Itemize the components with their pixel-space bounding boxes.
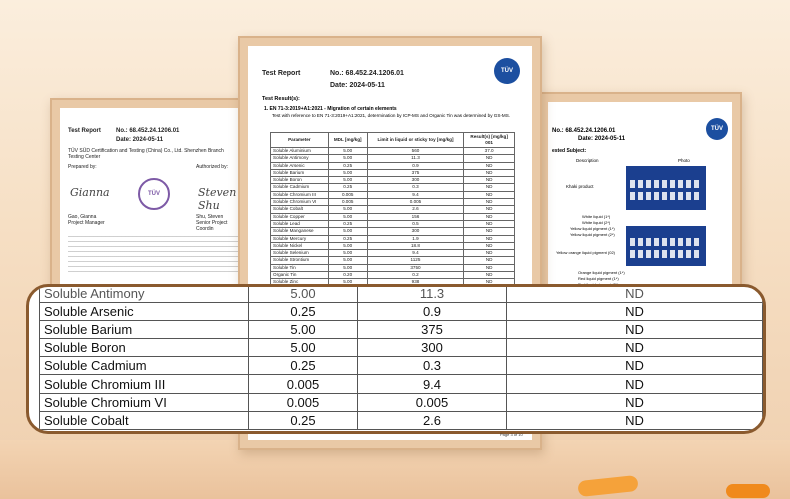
result-cell: ND xyxy=(464,235,515,242)
parameter-cell: Soluble Chromium III xyxy=(271,191,329,198)
table-row xyxy=(271,272,515,279)
result-cell: ND xyxy=(464,279,515,286)
result-cell: ND xyxy=(464,206,515,213)
page-number: Page 3 of 10 xyxy=(500,432,523,437)
table-row xyxy=(271,177,515,184)
mdl-cell: 5.00 xyxy=(328,279,367,286)
result-cell: ND xyxy=(464,220,515,227)
limit-cell: 0.5 xyxy=(367,220,464,227)
result-cell: ND xyxy=(464,213,515,220)
parameter-cell: Soluble Chromium III xyxy=(40,375,249,393)
table-row xyxy=(40,393,763,411)
parameter-cell: Soluble Strontium xyxy=(271,257,329,264)
parameter-cell: Soluble Aluminium xyxy=(271,148,329,155)
result-cell: ND xyxy=(464,169,515,176)
table-row xyxy=(271,250,515,257)
tested-subject-label: ested Subject: xyxy=(552,148,587,154)
parameter-cell: Soluble Cobalt xyxy=(271,206,329,213)
limit-cell: 375 xyxy=(358,321,507,339)
col-parameter: Parameter xyxy=(271,133,329,148)
tuv-logo-center: TÜV xyxy=(494,58,520,84)
result-cell: 37.0 xyxy=(464,148,515,155)
mdl-cell: 0.25 xyxy=(249,411,358,429)
results-heading: Test Result(s): xyxy=(262,96,300,102)
table-row xyxy=(40,375,763,393)
result-cell: ND xyxy=(464,242,515,249)
table-row xyxy=(271,242,515,249)
product-photo xyxy=(626,166,706,210)
mdl-cell: 5.00 xyxy=(328,213,367,220)
result-cell: ND xyxy=(507,393,763,411)
mdl-cell: 0.25 xyxy=(328,162,367,169)
table-row xyxy=(40,357,763,375)
parameter-cell: Soluble Tin xyxy=(271,264,329,271)
col-result: Result(s) [mg/kg] 001 xyxy=(464,133,515,148)
mdl-cell: 0.25 xyxy=(328,184,367,191)
table-row xyxy=(40,411,763,429)
limit-cell: 375 xyxy=(367,169,464,176)
mdl-cell: 0.25 xyxy=(328,235,367,242)
result-cell: ND xyxy=(507,357,763,375)
limit-cell: 1125 xyxy=(367,257,464,264)
table-row xyxy=(40,303,763,321)
limit-cell: 3750 xyxy=(367,264,464,271)
parameter-cell: Soluble Cobalt xyxy=(40,411,249,429)
table-row xyxy=(271,228,515,235)
item-desc: Khaki product xyxy=(566,184,594,189)
limit-cell: 0.005 xyxy=(358,393,507,411)
left-certificate-frame xyxy=(50,98,254,298)
result-cell: ND xyxy=(507,339,763,357)
authorizer-signature: Steven Shu xyxy=(198,186,237,212)
limit-cell: 0.3 xyxy=(367,184,464,191)
right-certificate-frame xyxy=(538,92,742,296)
table-row xyxy=(40,321,763,339)
left-company: TÜV SÜD Certification and Testing (China) Co., Ltd. Shenzhen Branch Testing Center xyxy=(68,148,224,160)
col-mdl: MDL [mg/kg] xyxy=(328,133,367,148)
preparer-name: Gao, Gianna xyxy=(68,214,97,220)
results-table-mini xyxy=(270,132,515,294)
result-cell: ND xyxy=(464,191,515,198)
table-row xyxy=(271,148,515,155)
result-cell: ND xyxy=(464,155,515,162)
table-row xyxy=(271,162,515,169)
mdl-cell: 5.00 xyxy=(328,169,367,176)
mdl-cell: 5.00 xyxy=(328,264,367,271)
limit-cell: 2.6 xyxy=(367,206,464,213)
result-cell: ND xyxy=(464,272,515,279)
left-report-date: Date: 2024-05-11 xyxy=(116,137,164,143)
mdl-cell: 5.00 xyxy=(249,285,358,303)
item-desc: White liquid (1*) xyxy=(582,214,611,219)
center-report-no: No.: 68.452.24.1206.01 xyxy=(330,70,404,77)
parameter-cell: Soluble Copper xyxy=(271,213,329,220)
parameter-cell: Soluble Manganese xyxy=(271,228,329,235)
limit-cell: 1.9 xyxy=(367,235,464,242)
parameter-cell: Soluble Antimony xyxy=(271,155,329,162)
limit-cell: 560 xyxy=(367,148,464,155)
parameter-cell: Soluble Barium xyxy=(271,169,329,176)
item-desc: White liquid (2*) xyxy=(582,220,611,225)
product-photo xyxy=(626,226,706,266)
item-desc: Yellow liquid pigment (1*) xyxy=(570,226,615,231)
parameter-cell: Soluble Cadmium xyxy=(40,357,249,375)
limit-cell: 300 xyxy=(358,339,507,357)
parameter-cell: Soluble Nickel xyxy=(271,242,329,249)
parameter-cell: Soluble Boron xyxy=(271,177,329,184)
parameter-cell: Soluble Boron xyxy=(40,339,249,357)
result-cell: ND xyxy=(464,199,515,206)
prepared-by-label: Prepared by: xyxy=(68,164,97,170)
authorizer-name: Shu, Steven xyxy=(196,214,224,220)
mdl-cell: 5.00 xyxy=(328,242,367,249)
mdl-cell: 0.005 xyxy=(249,393,358,411)
col-limit: Limit in liquid or sticky toy [mg/kg] xyxy=(367,133,464,148)
parameter-cell: Soluble Antimony xyxy=(40,285,249,303)
item-desc: Yellow liquid pigment (2*) xyxy=(570,232,615,237)
right-report-no: No.: 68.452.24.1206.01 xyxy=(552,128,616,134)
table-row xyxy=(271,220,515,227)
magnified-results-table xyxy=(39,284,763,430)
mdl-cell: 5.00 xyxy=(328,155,367,162)
preparer-signature: Gianna xyxy=(70,186,110,199)
method-line: Test with reference to EN 71-3:2019+A1:2021, determination by ICP-MS and Organic Tin was determined by GS-MS. xyxy=(272,113,511,118)
table-row xyxy=(271,213,515,220)
result-cell: ND xyxy=(507,375,763,393)
result-cell: ND xyxy=(464,177,515,184)
limit-cell: 2.6 xyxy=(358,411,507,429)
result-cell: ND xyxy=(464,250,515,257)
tuv-logo-right: TÜV xyxy=(706,118,728,140)
result-cell: ND xyxy=(464,184,515,191)
table-row xyxy=(271,155,515,162)
table-row xyxy=(271,199,515,206)
mdl-cell: 0.25 xyxy=(249,357,358,375)
item-desc: Yellow orange liquid pigment (02) xyxy=(556,250,615,255)
center-report-title: Test Report xyxy=(262,70,301,77)
authorizer-title: Senior Project Coordin xyxy=(196,220,228,232)
limit-cell: 9.4 xyxy=(367,191,464,198)
limit-cell: 9.4 xyxy=(358,375,507,393)
parameter-cell: Organic Tin xyxy=(271,272,329,279)
result-cell: ND xyxy=(464,264,515,271)
authorized-by-label: Authorized by: xyxy=(196,164,228,170)
left-certificate-paper xyxy=(60,108,244,288)
mdl-cell: 5.00 xyxy=(328,250,367,257)
mdl-cell: 5.00 xyxy=(328,206,367,213)
limit-cell: 938 xyxy=(367,279,464,286)
limit-cell: 11.3 xyxy=(358,285,507,303)
result-cell: ND xyxy=(464,228,515,235)
table-header-row xyxy=(271,133,515,148)
table-row xyxy=(271,235,515,242)
table-row xyxy=(271,206,515,213)
result-cell: ND xyxy=(507,285,763,303)
center-report-date: Date: 2024-05-11 xyxy=(330,82,385,89)
right-report-date: Date: 2024-05-11 xyxy=(578,136,626,142)
result-cell: ND xyxy=(507,303,763,321)
table-row xyxy=(271,169,515,176)
mdl-cell: 5.00 xyxy=(328,228,367,235)
parameter-cell: Soluble Chromium VI xyxy=(271,199,329,206)
result-cell: ND xyxy=(507,411,763,429)
limit-cell: 0.9 xyxy=(367,162,464,169)
limit-cell: 0.3 xyxy=(358,357,507,375)
table-row xyxy=(271,191,515,198)
table-row xyxy=(271,264,515,271)
mdl-cell: 5.00 xyxy=(249,339,358,357)
table-row xyxy=(40,285,763,303)
table-row xyxy=(271,184,515,191)
limit-cell: 0.005 xyxy=(367,199,464,206)
parameter-cell: Soluble Zinc xyxy=(271,279,329,286)
fine-print-notes xyxy=(68,236,238,276)
limit-cell: 0.9 xyxy=(358,303,507,321)
limit-cell: 300 xyxy=(367,177,464,184)
mdl-cell: 0.25 xyxy=(249,303,358,321)
limit-cell: 18.8 xyxy=(367,242,464,249)
left-report-no: No.: 68.452.24.1206.01 xyxy=(116,128,180,134)
magnified-results-panel xyxy=(26,284,766,434)
parameter-cell: Soluble Lead xyxy=(271,220,329,227)
parameter-cell: Soluble Barium xyxy=(40,321,249,339)
mdl-cell: 5.00 xyxy=(249,321,358,339)
parameter-cell: Soluble Arsenic xyxy=(40,303,249,321)
limit-cell: 11.3 xyxy=(367,155,464,162)
item-desc: Red liquid pigment (1*) xyxy=(578,276,619,281)
standard-line: 1. EN 71-3:2019+A1:2021 - Migration of certain elements xyxy=(264,106,397,112)
limit-cell: 156 xyxy=(367,213,464,220)
description-header: Description xyxy=(576,158,599,163)
result-cell: ND xyxy=(464,257,515,264)
limit-cell: 300 xyxy=(367,228,464,235)
item-desc: Orange liquid pigment (1*) xyxy=(578,270,625,275)
limit-cell: 9.4 xyxy=(367,250,464,257)
parameter-cell: Soluble Cadmium xyxy=(271,184,329,191)
mdl-cell: 0.20 xyxy=(328,272,367,279)
limit-cell: 0.2 xyxy=(367,272,464,279)
mdl-cell: 5.00 xyxy=(328,257,367,264)
result-cell: ND xyxy=(507,321,763,339)
tuv-stamp: TÜV xyxy=(138,178,170,210)
left-report-title: Test Report xyxy=(68,128,101,134)
capsule-decoration xyxy=(726,484,770,498)
mdl-cell: 0.005 xyxy=(328,199,367,206)
parameter-cell: Soluble Arsenic xyxy=(271,162,329,169)
table-row xyxy=(40,339,763,357)
mdl-cell: 0.25 xyxy=(328,220,367,227)
preparer-title: Project Manager xyxy=(68,220,105,226)
mdl-cell: 5.00 xyxy=(328,148,367,155)
right-certificate-paper xyxy=(548,102,732,286)
mdl-cell: 5.00 xyxy=(328,177,367,184)
mdl-cell: 0.005 xyxy=(328,191,367,198)
mdl-cell: 0.005 xyxy=(249,375,358,393)
parameter-cell: Soluble Mercury xyxy=(271,235,329,242)
photo-header: Photo xyxy=(678,158,690,163)
parameter-cell: Soluble Selenium xyxy=(271,250,329,257)
table-row xyxy=(271,257,515,264)
result-cell: ND xyxy=(464,162,515,169)
parameter-cell: Soluble Chromium VI xyxy=(40,393,249,411)
